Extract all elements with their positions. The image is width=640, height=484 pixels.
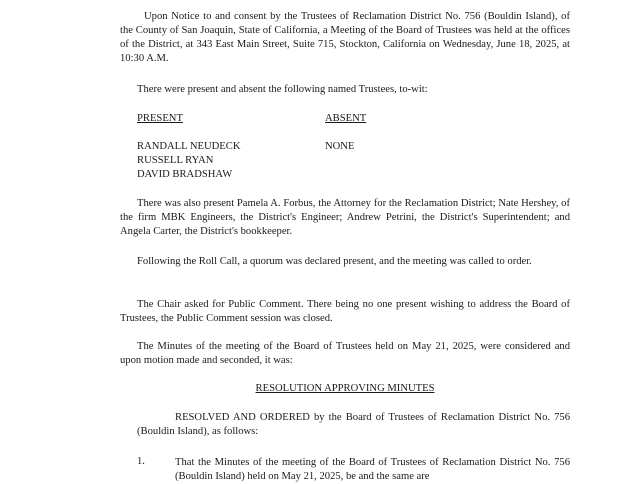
absent-header: ABSENT [325,113,367,124]
paragraph-roll-call: Following the Roll Call, a quorum was declared present, and the meeting was called to order. [137,256,532,267]
paragraph-meeting-notice: Upon Notice to and consent by the Trustees of Reclamation District No. 756 (Bouldin Island), of the County of San Joaquin, State of California, a Meeting of the Board of Trustees was held at the offices of the District, at 343 East Main Street, Suite 715, Stockton, California on Wednesday, June 18, 2025, at 10:30 A.M. [120,11,570,64]
present-column [137,112,322,182]
absent-trustee: NONE [325,141,355,152]
paragraph-resolved: RESOLVED AND ORDERED by the Board of Trustees of Reclamation District No. 756 (Bouldin Island), as follows: [137,412,570,437]
item-text: That the Minutes of the meeting of the Board of Trustees of Reclamation District No. 756 (Bouldin Island) held on May 21, 2025, be and the same are [175,457,570,482]
present-trustee: RANDALL NEUDECK [137,141,241,152]
paragraph-public-comment: The Chair asked for Public Comment. There being no one present wishing to address the Board of Trustees, the Public Comment session was closed. [120,299,570,324]
paragraph-minutes: The Minutes of the meeting of the Board of Trustees held on May 21, 2025, were considered and upon motion made and seconded, it was: [120,341,570,366]
paragraph-also-present: There was also present Pamela A. Forbus, the Attorney for the Reclamation District; Nate Hershey, of the firm MBK Engineers, the District's Engineer; Andrew Petrini, the District's Superintendent; and Angela Carter, the District's bookkeeper. [120,198,570,237]
item-number: 1. [137,456,145,467]
present-trustee: DAVID BRADSHAW [137,169,233,180]
present-header: PRESENT [137,113,183,124]
present-trustee: RUSSELL RYAN [137,155,214,166]
absent-column [325,112,435,154]
paragraph-trustees-intro: There were present and absent the following named Trustees, to-wit: [137,84,428,95]
resolution-heading: RESOLUTION APPROVING MINUTES [255,383,435,394]
